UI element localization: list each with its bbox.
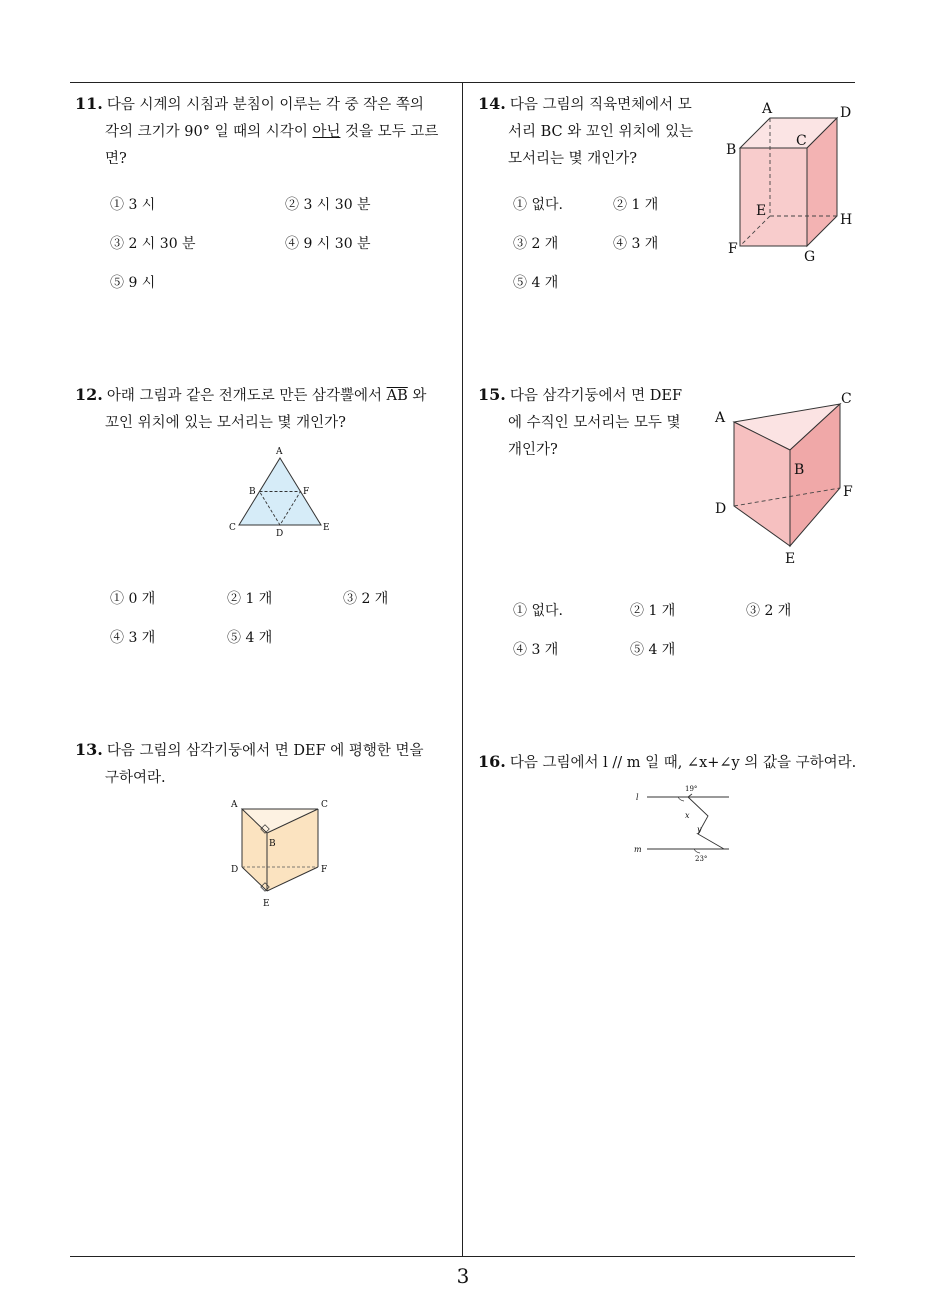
figure-label: E [263,899,270,909]
figure-label: F [843,484,853,500]
answer-option[interactable]: ② 3 시 30 분 [285,197,371,213]
figure-label: D [840,105,852,121]
figure-label: D [231,865,239,875]
question-number: 15. [478,385,506,404]
figure-label: D [276,529,284,539]
question-text-line: 개인가? [508,442,558,458]
figure-label: A [231,800,238,810]
question-text-line: 와 [407,388,427,404]
question-12 [75,381,457,437]
question-13 [75,736,457,792]
emphasis-word: 아닌 [312,124,341,140]
answer-option[interactable]: ⑤ 4 개 [227,630,273,646]
answer-option[interactable]: ③ 2 개 [746,603,792,619]
answer-option[interactable]: ⑤ 4 개 [630,642,676,658]
figure-label: A [715,410,726,426]
tetrahedron-net-figure [225,445,335,540]
answer-option[interactable]: ④ 3 개 [613,236,659,252]
figure-label: E [785,551,796,567]
figure-label: C [229,523,236,533]
figure-label: x [685,811,690,820]
angle-arc [694,849,700,853]
figure-label: E [756,203,767,219]
figure-label: G [804,249,816,265]
answer-option[interactable]: ④ 3 개 [110,630,156,646]
parallel-lines-figure [632,782,737,864]
answer-option[interactable]: ④ 9 시 30 분 [285,236,371,252]
triangular-prism-figure [228,795,338,913]
answer-option[interactable]: ② 1 개 [613,197,659,213]
angle-arc [678,797,684,801]
figure-label: B [794,462,805,478]
question-text-line: 각의 크기가 90° 일 때의 시각이 [105,124,313,140]
question-number: 13. [75,740,103,759]
question-text-line: 다음 시계의 시침과 분침이 이루는 각 중 작은 쪽의 [106,97,424,113]
zigzag-path [659,797,724,849]
triangular-prism-figure [712,388,862,570]
question-11 [75,90,455,173]
answer-option[interactable]: ③ 2 개 [513,236,559,252]
question-text-line: 아래 그림과 같은 전개도로 만든 삼각뿔에서 [106,388,387,404]
figure-label: C [841,391,852,407]
question-text-line: 구하여라. [105,770,166,786]
figure-label: E [323,523,330,533]
question-text-line: 면? [105,151,127,167]
answer-option[interactable]: ① 3 시 [110,197,156,213]
answer-option[interactable]: ② 1 개 [630,603,676,619]
answer-option[interactable]: ① 없다. [513,603,563,619]
answer-option[interactable]: ① 0 개 [110,591,156,607]
figure-label: B [249,487,256,497]
question-text-line: 모서리는 몇 개인가? [508,151,638,167]
figure-label: F [303,487,310,497]
answer-option[interactable]: ③ 2 시 30 분 [110,236,196,252]
page-number: 3 [456,1264,470,1288]
segment-label: $\overline{AB}$ [386,388,408,404]
answer-option[interactable]: ⑤ 4 개 [513,275,559,291]
figure-label: 19° [685,785,698,793]
cuboid-front-face [740,148,807,246]
figure-label: D [715,501,727,517]
question-text-line: 다음 그림의 직육면체에서 모 [509,97,692,113]
question-text-line: 다음 삼각기둥에서 면 DEF [509,388,683,404]
figure-label: A [762,101,773,117]
answer-option[interactable]: ② 1 개 [227,591,273,607]
question-14 [478,90,713,173]
figure-label: l [636,793,639,802]
figure-label: y [697,825,702,834]
figure-label: H [840,212,853,228]
question-16 [478,748,858,777]
answer-option[interactable]: ① 없다. [513,197,563,213]
question-text-line: 것을 모두 고르 [340,124,439,140]
answer-option[interactable]: ③ 2 개 [343,591,389,607]
figure-label: C [796,133,807,149]
figure-label: F [321,865,328,875]
question-number: 11. [75,94,103,113]
question-text-line: 서리 BC 와 꼬인 위치에 있는 [508,124,694,140]
figure-label: B [269,839,276,849]
question-text-line: 다음 그림에서 l // m 일 때, ∠x+∠y 의 값을 구하여라. [509,755,857,771]
question-number: 14. [478,94,506,113]
question-text-line: 에 수직인 모서리는 모두 몇 [508,415,681,431]
question-15 [478,381,713,464]
figure-label: m [634,845,642,854]
column-divider [462,82,463,1257]
question-text-line: 다음 그림의 삼각기둥에서 면 DEF 에 평행한 면을 [106,743,424,759]
figure-label: 23° [695,855,708,863]
question-number: 16. [478,752,506,771]
answer-option[interactable]: ④ 3 개 [513,642,559,658]
answer-option[interactable]: ⑤ 9 시 [110,275,156,291]
figure-label: C [321,800,328,810]
question-text-line: 꼬인 위치에 있는 모서리는 몇 개인가? [105,415,346,431]
question-number: 12. [75,385,103,404]
cuboid-figure [722,98,862,268]
figure-label: F [728,241,738,257]
figure-label: A [276,447,283,457]
figure-label: B [726,142,737,158]
bottom-rule [70,1256,855,1257]
